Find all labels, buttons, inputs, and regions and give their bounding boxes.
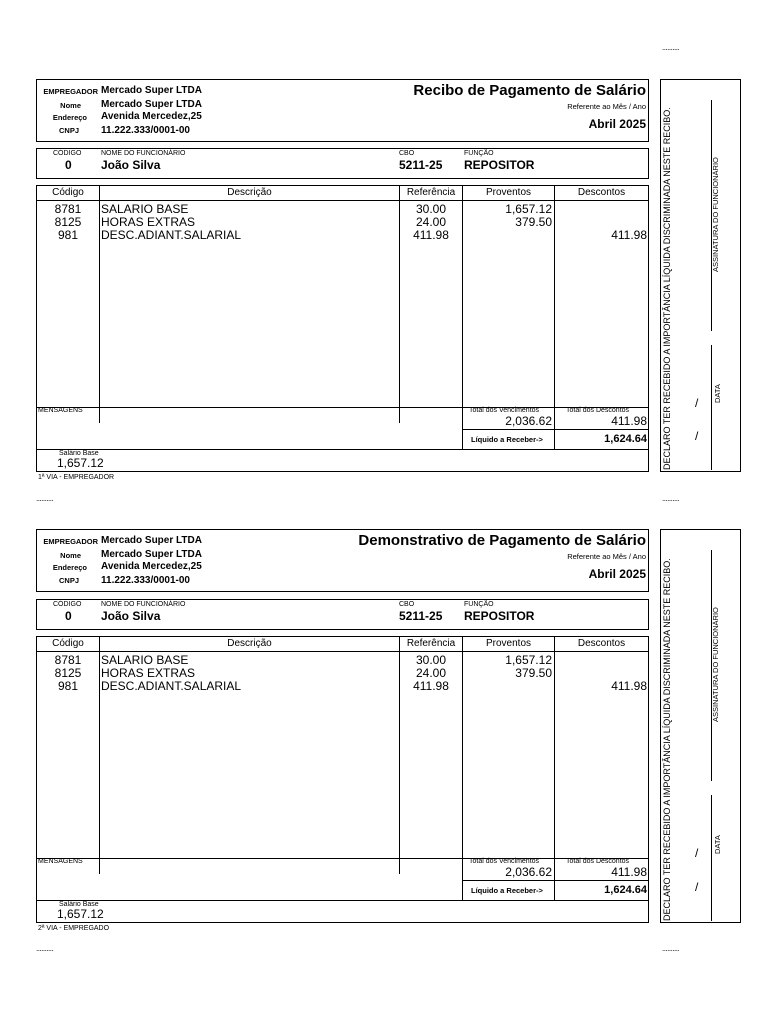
row-desc: HORAS EXTRAS <box>101 666 196 680</box>
document-title: Recibo de Pagamento de Salário <box>413 82 646 99</box>
name-label: Nome <box>60 551 81 560</box>
employer-value: Mercado Super LTDA <box>101 535 202 546</box>
via-label: 1ª VIA - EMPREGADOR <box>38 474 115 481</box>
row-desc: SALARIO BASE <box>101 202 189 216</box>
messages-label: MENSAGENS <box>38 858 83 865</box>
total-earnings-label: Total dos Vencimentos <box>469 858 540 865</box>
employer-box <box>36 529 649 592</box>
separator-dots: .......... <box>662 944 680 953</box>
row-code: 8125 <box>54 215 82 229</box>
row-code: 8781 <box>54 202 82 216</box>
col-earn-header: Proventos <box>485 187 532 198</box>
cnpj-value: 11.222.333/0001-00 <box>101 575 190 586</box>
messages-label: MENSAGENS <box>38 407 83 414</box>
base-salary: 1,657.12 <box>57 907 104 921</box>
via-label: 2ª VIA - EMPREGADO <box>38 925 110 932</box>
total-earnings: 2,036.62 <box>505 414 552 428</box>
row-ref: 411.98 <box>413 679 449 693</box>
row-ref: 30.00 <box>415 202 447 216</box>
net-pay-label: Líquido a Receber-> <box>471 886 543 895</box>
name-label: Nome <box>60 101 81 110</box>
row-desc: DESC.ADIANT.SALARIAL <box>101 679 242 693</box>
row-desc: SALARIO BASE <box>101 653 189 667</box>
employee-code-label: CÓDIGO <box>53 601 82 608</box>
base-salary-label: Salário Base <box>59 901 99 908</box>
name-value: Mercado Super LTDA <box>101 549 202 560</box>
employee-name: João Silva <box>101 158 161 172</box>
declaration-box <box>660 529 741 923</box>
date-slash: / <box>695 880 699 894</box>
cbo-value: 5211-25 <box>399 609 443 623</box>
declaration-text: DECLARO TER RECEBIDO A IMPORTÂNCIA LÍQUIDA DISCRIMINADA NESTE RECIBO. <box>662 558 672 921</box>
address-value: Avenida Mercedez,25 <box>101 111 202 122</box>
address-label: Endereço <box>52 113 87 122</box>
col-ded-header: Descontos <box>577 187 626 198</box>
employee-name: João Silva <box>101 609 161 623</box>
function-value: REPOSITOR <box>464 609 535 623</box>
row-earn: 379.50 <box>515 666 552 680</box>
row-desc: DESC.ADIANT.SALARIAL <box>101 228 242 242</box>
total-deductions: 411.98 <box>611 414 647 428</box>
row-earn: 1,657.12 <box>505 202 552 216</box>
document-title: Demonstrativo de Pagamento de Salário <box>358 532 646 549</box>
employee-code-label: CÓDIGO <box>53 150 82 157</box>
row-earn: 1,657.12 <box>505 653 552 667</box>
declaration-box <box>660 79 741 472</box>
date-label: DATA <box>713 835 722 854</box>
employer-value: Mercado Super LTDA <box>101 85 202 96</box>
col-ref-header: Referência <box>406 638 456 649</box>
employee-code: 0 <box>65 609 72 623</box>
base-salary: 1,657.12 <box>57 456 104 470</box>
separator-dots: .......... <box>36 494 54 503</box>
separator-dots: .......... <box>36 944 54 953</box>
net-pay: 1,624.64 <box>604 884 647 896</box>
col-ref-header: Referência <box>406 187 456 198</box>
reference-label: Referente ao Mês / Ano <box>567 102 646 111</box>
employer-label: EMPREGADOR <box>43 87 98 96</box>
employee-box <box>36 599 649 630</box>
employee-name-label: NOME DO FUNCIONÁRIO <box>101 150 186 157</box>
reference-label: Referente ao Mês / Ano <box>567 552 646 561</box>
row-ref: 24.00 <box>415 215 447 229</box>
separator-dots: .......... <box>662 43 680 52</box>
cbo-label: CBO <box>399 601 415 608</box>
period-value: Abril 2025 <box>588 117 646 131</box>
col-desc-header: Descrição <box>227 187 272 198</box>
address-value: Avenida Mercedez,25 <box>101 561 202 572</box>
date-slash: / <box>695 429 699 443</box>
date-slash: / <box>695 846 699 860</box>
row-earn: 379.50 <box>515 215 552 229</box>
receipt-2 <box>0 451 768 941</box>
items-table <box>36 185 649 472</box>
separator-dots: .......... <box>662 494 680 503</box>
cbo-value: 5211-25 <box>399 158 443 172</box>
items-table <box>36 636 649 923</box>
col-code-header: Código <box>52 187 84 198</box>
row-code: 981 <box>57 228 79 242</box>
signature-label: ASSINATURA DO FUNCIONÁRIO <box>711 157 720 272</box>
col-code-header: Código <box>52 638 84 649</box>
cnpj-label: CNPJ <box>58 576 79 585</box>
row-code: 8781 <box>54 653 82 667</box>
row-ref: 24.00 <box>415 666 447 680</box>
address-label: Endereço <box>52 563 87 572</box>
employee-name-label: NOME DO FUNCIONÁRIO <box>101 601 186 608</box>
net-pay-label: Líquido a Receber-> <box>471 435 543 444</box>
employer-label: EMPREGADOR <box>43 537 98 546</box>
row-ded: 411.98 <box>611 679 647 693</box>
col-ded-header: Descontos <box>577 638 626 649</box>
row-ref: 411.98 <box>413 228 449 242</box>
cnpj-label: CNPJ <box>58 126 79 135</box>
cnpj-value: 11.222.333/0001-00 <box>101 125 190 136</box>
employee-box <box>36 148 649 179</box>
function-value: REPOSITOR <box>464 158 535 172</box>
row-desc: HORAS EXTRAS <box>101 215 196 229</box>
row-ded: 411.98 <box>611 228 647 242</box>
function-label: FUNÇÃO <box>464 150 494 157</box>
declaration-text: DECLARO TER RECEBIDO A IMPORTÂNCIA LÍQUIDA DISCRIMINADA NESTE RECIBO. <box>662 107 672 470</box>
employer-box <box>36 79 649 142</box>
name-value: Mercado Super LTDA <box>101 99 202 110</box>
employee-code: 0 <box>65 158 72 172</box>
row-ref: 30.00 <box>415 653 447 667</box>
net-pay: 1,624.64 <box>604 433 647 445</box>
function-label: FUNÇÃO <box>464 601 494 608</box>
date-slash: / <box>695 396 699 410</box>
row-code: 8125 <box>54 666 82 680</box>
cbo-label: CBO <box>399 150 415 157</box>
base-salary-label: Salário Base <box>59 450 99 457</box>
receipt-1 <box>0 0 768 490</box>
total-deductions-label: Total dos Descontos <box>566 858 630 865</box>
total-earnings-label: Total dos Vencimentos <box>469 407 540 414</box>
col-desc-header: Descrição <box>227 638 272 649</box>
total-earnings: 2,036.62 <box>505 865 552 879</box>
period-value: Abril 2025 <box>588 567 646 581</box>
row-code: 981 <box>57 679 79 693</box>
signature-label: ASSINATURA DO FUNCIONÁRIO <box>711 607 720 722</box>
date-label: DATA <box>713 384 722 403</box>
total-deductions: 411.98 <box>611 865 647 879</box>
col-earn-header: Proventos <box>485 638 532 649</box>
total-deductions-label: Total dos Descontos <box>566 407 630 414</box>
